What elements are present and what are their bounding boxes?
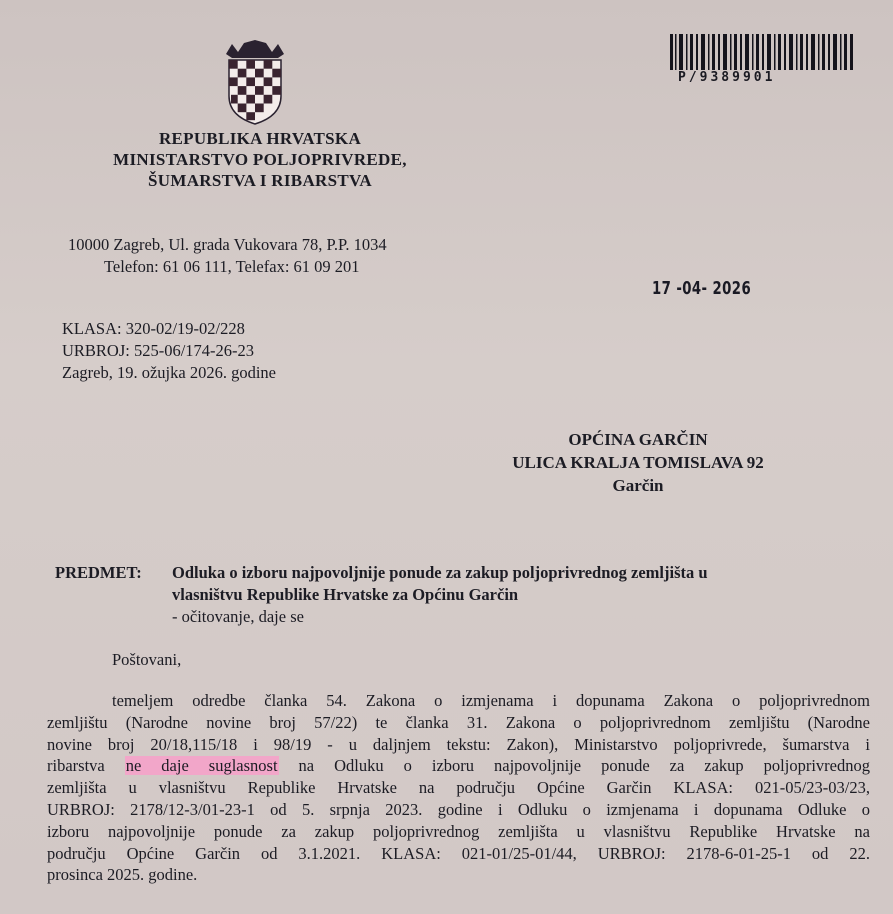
body-paragraph bbox=[47, 690, 870, 886]
ministry-address bbox=[68, 234, 387, 278]
header-line-2: MINISTARSTVO POLJOPRIVREDE, bbox=[113, 150, 407, 169]
address-line-1: 10000 Zagreb, Ul. grada Vukovara 78, P.P. 1034 bbox=[68, 235, 387, 254]
body-line-3: novine broj 20/18,115/18 i 98/19 - u daljnjem tekstu: Zakon), Ministarstvo poljoprivrede, šumarstva i bbox=[47, 734, 870, 754]
urbroj: URBROJ: 525-06/174-26-23 bbox=[62, 341, 255, 360]
croatian-coat-of-arms-icon bbox=[222, 40, 288, 126]
ministry-header bbox=[70, 128, 450, 191]
body-line-8: području Općine Garčin od 3.1.2021. KLASA: 021-01/25-01/44, URBROJ: 2178-6-01-25-1 od 22. bbox=[47, 843, 870, 863]
body-line-6: URBROJ: 2178/12-3/01-23-1 od 5. srpnja 2023. godine i Odluku o izmjenama i dopunama Odluke o bbox=[47, 799, 870, 819]
recipient-city: Garčin bbox=[612, 476, 664, 495]
subject-line-2: vlasništvu Republike Hrvatske za Općinu Garčin bbox=[172, 585, 519, 604]
address-line-2: Telefon: 61 06 111, Telefax: 61 09 201 bbox=[104, 257, 360, 276]
body-line-5: zemljišta u vlasništvu Republike Hrvatske na području Općine Garčin KLASA: 021-05/23-03/23, bbox=[47, 778, 870, 798]
reference-block bbox=[62, 318, 276, 384]
recipient-block bbox=[448, 428, 828, 497]
header-line-3: ŠUMARSTVA I RIBARSTVA bbox=[148, 171, 372, 190]
greeting: Poštovani, bbox=[112, 650, 182, 669]
klasa: KLASA: 320-02/19-02/228 bbox=[62, 319, 245, 338]
recipient-name: OPĆINA GARČIN bbox=[568, 430, 708, 449]
recipient-street: ULICA KRALJA TOMISLAVA 92 bbox=[512, 453, 764, 472]
body-line-2: zemljištu (Narodne novine broj 57/22) te članka 31. Zakona o poljoprivrednom zemljištu (Narodne bbox=[47, 712, 870, 732]
barcode-number: P/9389901 bbox=[678, 70, 776, 85]
header-line-1: REPUBLIKA HRVATSKA bbox=[158, 129, 362, 148]
subject-line-1: Odluka o izboru najpovoljnije ponude za zakup poljoprivrednog zemljišta u bbox=[172, 563, 708, 582]
body-line-9: prosinca 2025. godine. bbox=[47, 865, 198, 885]
body-line-1: temeljem odredbe članka 54. Zakona o izmjenama i dopunama Zakona o poljoprivrednom bbox=[112, 691, 870, 710]
body-line-4 bbox=[47, 755, 870, 777]
subject-sub: - očitovanje, daje se bbox=[172, 607, 304, 626]
body-line-4-pre: ribarstva bbox=[47, 756, 125, 776]
received-date-stamp: 17 -04- 2026 bbox=[652, 278, 752, 299]
body-line-4-post: na Odluku o izboru najpovoljnije ponude za zakup poljoprivrednog bbox=[278, 756, 871, 776]
subject-label: PREDMET: bbox=[55, 563, 142, 582]
place-date: Zagreb, 19. ožujka 2026. godine bbox=[62, 363, 276, 382]
highlighted-phrase: ne daje suglasnost bbox=[125, 756, 278, 776]
body-line-7: izboru najpovoljnije ponude za zakup poljoprivrednog zemljišta u vlasništvu Republike Hrvatske na bbox=[47, 821, 870, 841]
